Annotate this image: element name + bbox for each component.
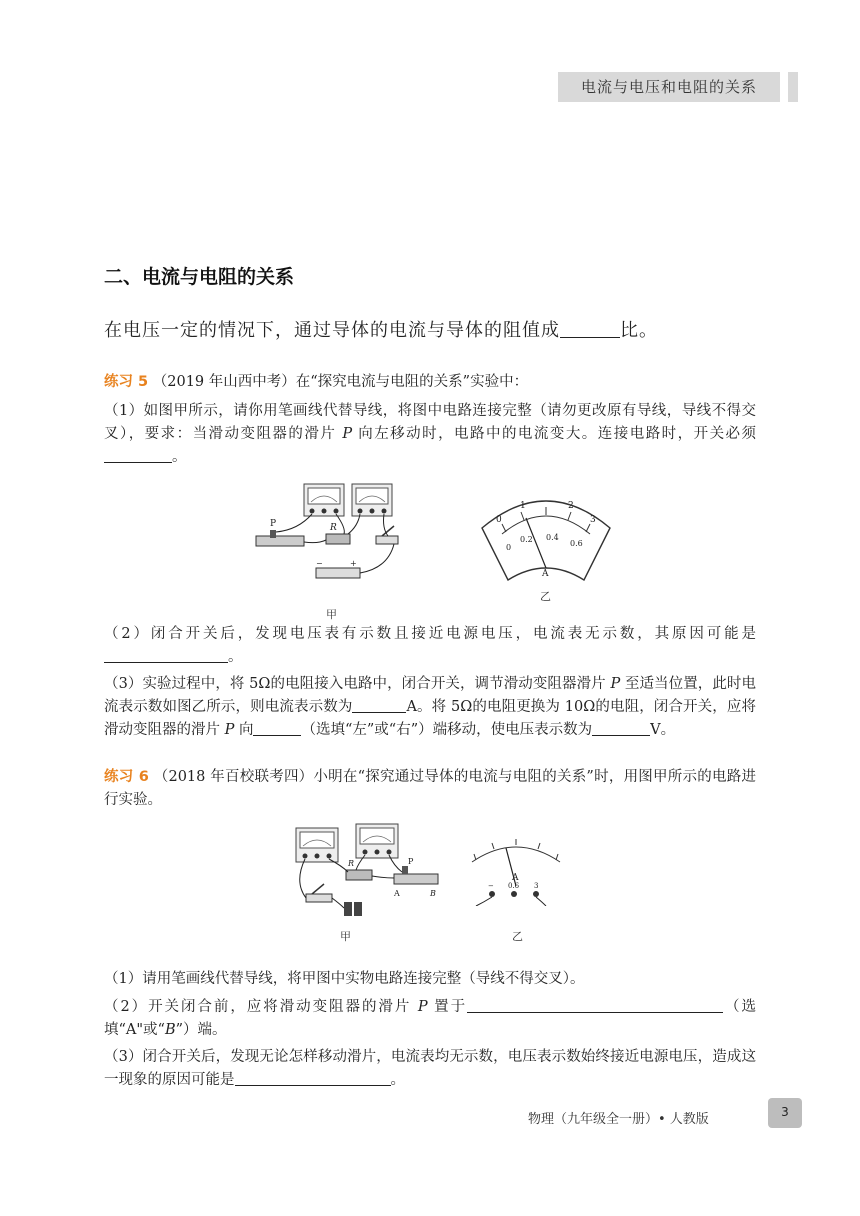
fig-label-R: R — [348, 859, 355, 868]
svg-text:−: − — [316, 559, 323, 568]
svg-text:+: + — [350, 559, 357, 568]
meter-terminal: 3 — [534, 882, 539, 890]
ex5-intro: 练习 5 （2019 年山西中考）在“探究电流与电阻的关系”实验中： — [104, 374, 529, 390]
answer-blank[interactable] — [104, 448, 172, 464]
answer-blank[interactable] — [592, 721, 650, 737]
section-title: 二、电流与电阻的关系 — [104, 266, 295, 288]
ammeter-small-tick: 0.2 — [520, 535, 533, 544]
ex6-q1: （1）请用笔画线代替导线，将甲图中实物电路连接完整（导线不得交叉）。 — [104, 971, 585, 987]
ex5-figure-caption-yi: 乙 — [540, 590, 551, 603]
meter-terminal: − — [488, 882, 494, 890]
answer-blank[interactable] — [235, 1071, 391, 1087]
ammeter-tick: 1 — [520, 501, 526, 511]
fig-label-P: P — [270, 519, 277, 529]
fig-label-R: R — [330, 523, 337, 533]
answer-blank[interactable] — [104, 648, 228, 664]
answer-blank[interactable] — [352, 698, 406, 714]
ex6-meter-dial — [466, 836, 566, 906]
fig-label-B: B — [430, 889, 436, 898]
ex5-q1: （1）如图甲所示，请你用笔画线代替导线，将图中电路连接完整（请勿更改原有导线，导线不得交叉），要求：当滑动变阻器的滑片 P 向左移动时，电路中的电流变大。连接电路时，开关必须。 — [104, 403, 757, 465]
ammeter-small-tick: 0 — [506, 543, 512, 552]
ex6-figure-caption-jia: 甲 — [340, 930, 351, 943]
ex5-ammeter-dial — [476, 488, 616, 584]
answer-blank[interactable] — [253, 721, 301, 737]
ex6-figure-caption-yi: 乙 — [512, 930, 523, 943]
ex5-label: 练习 5 — [104, 374, 149, 390]
ex6-q2: （2）开关闭合前，应将滑动变阻器的滑片 P 置于 （选填“A"或“B”）端。 — [104, 999, 756, 1038]
answer-blank[interactable] — [560, 319, 620, 338]
ex5-figure-caption-jia: 甲 — [326, 608, 337, 621]
meter-terminal: 0.6 — [508, 882, 520, 890]
ex6-intro: 练习 6 （2018 年百校联考四）小明在“探究通过导体的电流与电阻的关系”时，用图甲所示的电路进行实验。 — [104, 769, 757, 808]
ammeter-tick: 2 — [568, 501, 574, 511]
ammeter-small-tick: 0.6 — [570, 539, 583, 548]
header-side-bar — [788, 72, 798, 102]
fig-label-A: A — [394, 889, 400, 898]
ex6-q3: （3）闭合开关后，发现无论怎样移动滑片，电流表均无示数，电压表示数始终接近电源电压，造成这一现象的原因可能是 。 — [104, 1049, 756, 1088]
ex5-circuit-figure — [248, 478, 418, 598]
chapter-header: 电流与电压和电阻的关系 — [558, 72, 780, 102]
ammeter-tick: 3 — [590, 515, 596, 525]
ammeter-unit: A — [542, 569, 549, 579]
ex6-label: 练习 6 — [104, 769, 149, 785]
ex6-circuit-figure — [290, 822, 440, 926]
ammeter-small-tick: 0.4 — [546, 533, 559, 542]
meter-unit: A — [512, 873, 519, 883]
ammeter-tick: 0 — [496, 515, 502, 525]
ex5-q3: （3）实验过程中，将 5Ω的电阻接入电路中，闭合开关，调节滑动变阻器滑片 P 至适当位置，此时电流表示数如图乙所示，则电流表示数为 A。将 5Ω的电阻更换为 10Ω的电阻，闭合开关，应将滑动变阻器的滑片 P 向 （选填“左”或“右”）端移动，使电压表示数为 V。 — [104, 676, 756, 738]
book-footer: 物理（九年级全一册）• 人教版 — [528, 1112, 709, 1127]
ex5-q2: （2）闭合开关后，发现电压表有示数且接近电源电压，电流表无示数，其原因可能是。 — [104, 626, 756, 665]
fig-label-P: P — [408, 857, 414, 866]
answer-blank[interactable] — [467, 998, 723, 1014]
page-number: 3 — [768, 1098, 802, 1128]
key-statement: 在电压一定的情况下，通过导体的电流与导体的阻值成 比。 — [104, 320, 658, 341]
